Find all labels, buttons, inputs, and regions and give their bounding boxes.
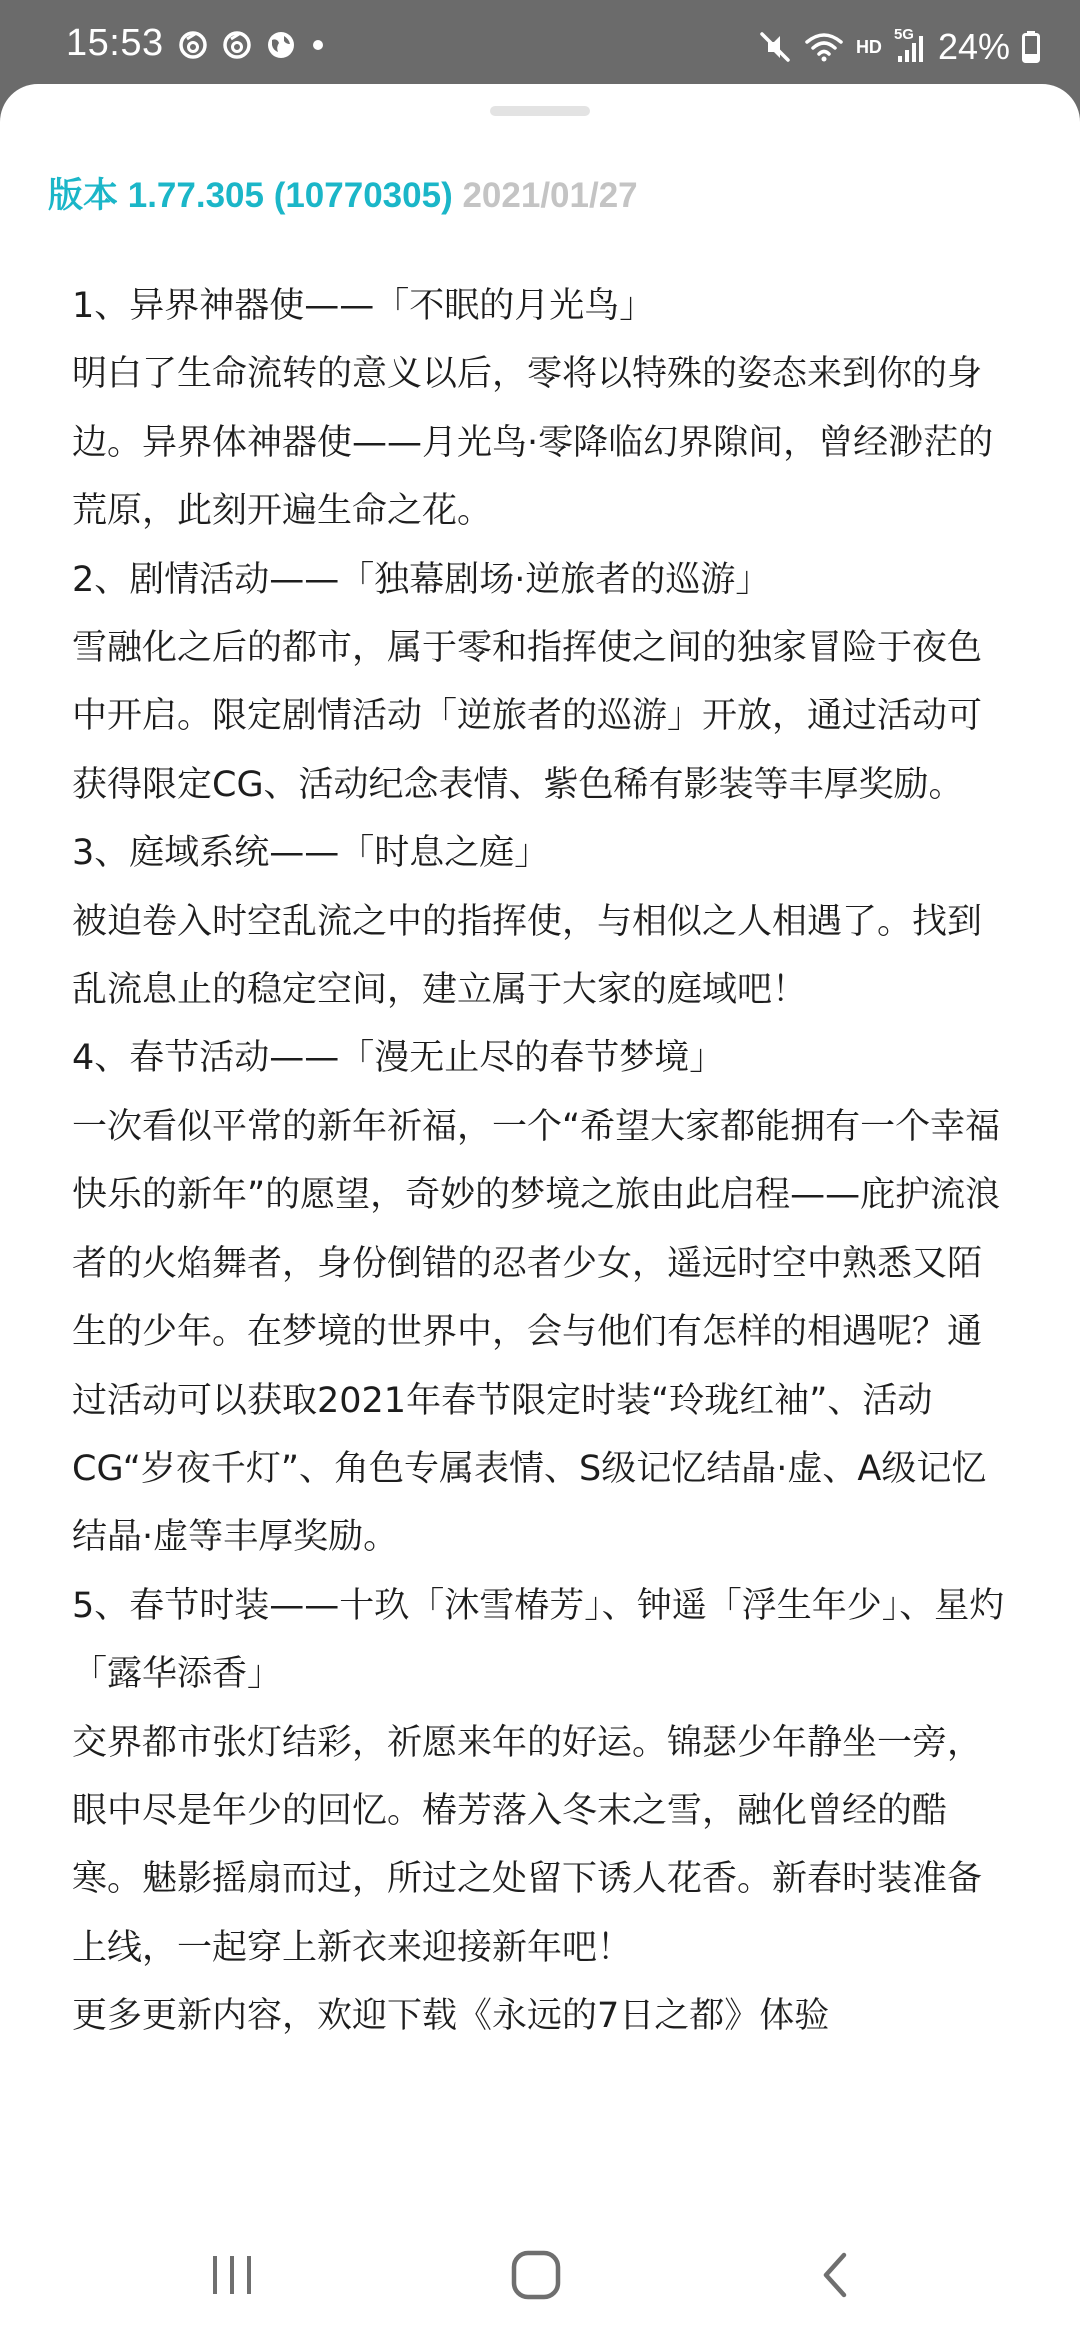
status-time: 15:53 <box>66 22 164 64</box>
note-heading-3: 3、庭域系统——「时息之庭」 <box>72 833 550 874</box>
home-button[interactable] <box>496 2240 576 2310</box>
battery-percent: 24% <box>937 26 1010 67</box>
changelog-sheet <box>0 84 1080 2340</box>
cellular-signal <box>893 26 926 64</box>
navigation-bar <box>0 2210 1080 2330</box>
note-heading-4: 4、春节活动——「漫无止尽的春节梦境」 <box>72 1038 725 1079</box>
version-header <box>48 168 638 218</box>
wifi-icon <box>804 30 844 64</box>
note-heading-2: 2、剧情活动——「独幕剧场·逆旅者的巡游」 <box>72 559 771 600</box>
recents-button[interactable] <box>192 2240 272 2310</box>
recents-icon <box>207 2252 257 2298</box>
battery-icon <box>1022 30 1040 64</box>
note-heading-5: 5、春节时装——十玖「沐雪椿芳」、钟遥「浮生年少」、星灼「露华添香」 <box>72 1585 1005 1695</box>
note-body-1: 明白了生命流转的意义以后，零将以特殊的姿态来到你的身边。异界体神器使——月光鸟·零降临幻界隙间，曾经渺茫的荒原，此刻开遍生命之花。 <box>72 354 994 532</box>
note-body-4: 一次看似平常的新年祈福，一个“希望大家都能拥有一个幸福快乐的新年”的愿望，奇妙的梦境之旅由此启程——庇护流浪者的火焰舞者，身份倒错的忍者少女，遥远时空中熟悉又陌生的少年。在梦境的世界中，会与他们有怎样的相遇呢？通过活动可以获取2021年春节限定时装“玲珑红袖”、活动CG“岁夜千灯”、角色专属表情、S级记忆结晶·虚、A级记忆结晶·虚等丰厚奖励。 <box>72 1106 1001 1558</box>
network-type-label: 5G <box>893 26 914 43</box>
version-label: 版本 1.77.305 (10770305) <box>48 176 453 215</box>
system-icons <box>758 26 1040 68</box>
more-notifications-dot-icon <box>310 30 326 60</box>
note-body-3: 被迫卷入时空乱流之中的指挥使，与相似之人相遇了。找到乱流息止的稳定空间，建立属于大家的庭域吧！ <box>72 901 983 1011</box>
release-notes <box>72 272 1012 2051</box>
home-icon <box>510 2249 562 2301</box>
back-button[interactable] <box>796 2240 876 2310</box>
netease-icon <box>178 30 208 60</box>
note-footer: 更多更新内容，欢迎下载《永远的7日之都》体验 <box>72 1996 830 2037</box>
notification-icons <box>178 30 326 60</box>
globe-icon <box>266 30 296 60</box>
release-date: 2021/01/27 <box>462 176 638 215</box>
signal-bars-icon <box>894 30 926 64</box>
status-bar <box>0 0 1080 84</box>
sheet-drag-handle[interactable] <box>490 106 590 116</box>
note-body-5: 交界都市张灯结彩，祈愿来年的好运。锦瑟少年静坐一旁，眼中尽是年少的回忆。椿芳落入冬末之雪，融化曾经的酷寒。魅影摇扇而过，所过之处留下诱人花香。新春时装准备上线，一起穿上新衣来迎接新年吧！ <box>72 1722 983 1968</box>
mute-icon <box>758 30 792 64</box>
netease-icon-2 <box>222 30 252 60</box>
back-icon <box>816 2249 856 2301</box>
hd-label: HD <box>855 36 882 57</box>
note-body-2: 雪融化之后的都市，属于零和指挥使之间的独家冒险于夜色中开启。限定剧情活动「逆旅者的巡游」开放，通过活动可获得限定CG、活动纪念表情、紫色稀有影装等丰厚奖励。 <box>72 628 983 805</box>
note-heading-1: 1、异界神器使——「不眠的月光鸟」 <box>72 286 655 326</box>
